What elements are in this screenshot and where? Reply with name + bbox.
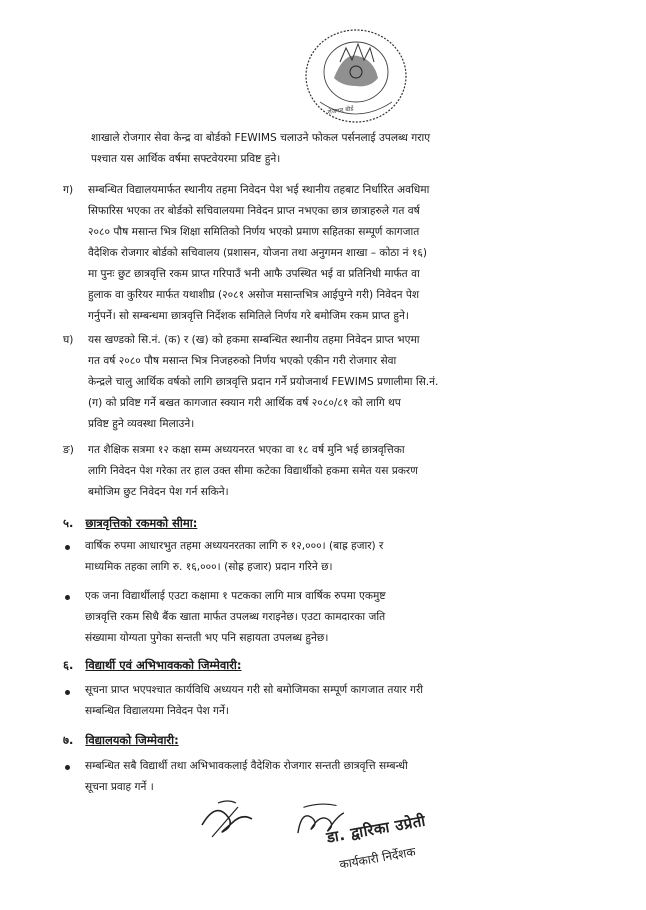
text-line: पश्चात यस आर्थिक वर्षमा सफ्टवेयरमा प्रविष्ट हुने। <box>91 153 281 165</box>
section-number: ७. <box>63 733 74 747</box>
clause-marker: ग) <box>63 184 74 196</box>
text-line: यस खण्डको सि.नं. (क) र (ख) को हकमा सम्बन्धित स्थानीय तहमा निवेदन प्राप्त भएमा <box>88 334 420 346</box>
bullet-item <box>85 536 559 578</box>
text-line: गत शैक्षिक सत्रमा १२ कक्षा सम्म अध्ययनरत भएका वा १८ वर्ष मुनि भई छात्रवृत्तिका <box>88 444 405 456</box>
clause-marker: ङ) <box>63 444 74 456</box>
intro-paragraph <box>91 128 553 170</box>
text-line: सम्बन्धित विद्यालयमा निवेदन पेश गर्ने। <box>85 705 229 717</box>
clause-marker: घ) <box>63 334 74 346</box>
bullet-icon <box>65 765 70 770</box>
text-line: सूचना प्रवाह गर्ने । <box>85 781 154 793</box>
signatory-name: डा. द्वारिका उप्रेती <box>325 811 427 847</box>
text-line: गत वर्ष २०८० पौष मसान्त भित्र निजहरुको निर्णय भएको एकीन गरी रोजगार सेवा <box>88 355 397 367</box>
text-line: शाखाले रोजगार सेवा केन्द्र वा बोर्डको FEWIMS चलाउने फोकल पर्सनलाई उपलब्ध गराए <box>91 132 431 144</box>
text-line: केन्द्रले चालु आर्थिक वर्षको लागि छात्रवृत्ति प्रदान गर्ने प्रयोजनार्थ FEWIMS प्रणालीमा सि.नं. <box>88 376 439 388</box>
section-heading <box>63 730 179 750</box>
text-line: (ग) को प्रविष्ट गर्ने बखत कागजात स्क्यान गरी आर्थिक वर्ष २०८०/८१ को लागि थप <box>88 397 401 409</box>
bullet-item <box>85 756 559 798</box>
section-title: छात्रवृत्तिको रकमको सीमा: <box>85 516 198 530</box>
text-line: २०८० पौष मसान्त भित्र शिक्षा समितिको निर्णय भएको प्रमाण सहितका सम्पूर्ण कागजात <box>88 226 420 238</box>
text-line: माध्यमिक तहका लागि रु. १६,०००। (सोह्र हजार) प्रदान गरिने छ। <box>85 561 333 573</box>
section-number: ५. <box>63 516 74 530</box>
bullet-item <box>85 680 559 722</box>
text-line: वार्षिक रुपमा आधारभुत तहमा अध्ययनरतका लागि रु १२,०००। (बाह्र हजार) र <box>85 540 384 552</box>
government-seal-icon <box>300 22 412 130</box>
svg-text:रोजगार बोर्ड: रोजगार बोर्ड <box>327 105 354 116</box>
text-line: छात्रवृत्ति रकम सिधै बैंक खाता मार्फत उपलब्ध गराइनेछ। एउटा कामदारका जति <box>85 611 386 623</box>
text-line: सम्बन्धित विद्यालयमार्फत स्थानीय तहमा निवेदन पेश भई स्थानीय तहबाट निर्धारित अवधिमा <box>88 184 430 196</box>
text-line: हुलाक वा कुरियर मार्फत यथाशीघ्र (२०८१ असोज मसान्तभित्र आईपुग्ने गरी) निवेदन पेश <box>88 289 420 301</box>
section-number: ६. <box>63 658 74 672</box>
text-line: बमोजिम छुट निवेदन पेश गर्न सकिने। <box>88 486 229 498</box>
text-line: प्रविष्ट हुने व्यवस्था मिलाउने। <box>88 418 195 430</box>
clause-ga <box>88 180 558 327</box>
text-line: वैदेशिक रोजगार बोर्डको सचिवालय (प्रशासन, योजना तथा अनुगमन शाखा – कोठा नं १६) <box>88 247 427 259</box>
bullet-icon <box>65 545 70 550</box>
section-heading <box>63 655 241 675</box>
clause-nga <box>88 440 558 503</box>
text-line: सूचना प्राप्त भएपश्चात कार्यविधि अध्ययन गरी सो बमोजिमका सम्पूर्ण कागजात तयार गरी <box>85 684 424 696</box>
bullet-icon <box>65 690 70 695</box>
bullet-item <box>85 586 559 649</box>
text-line: एक जना विद्यार्थीलाई एउटा कक्षामा १ पटकका लागि मात्र वार्षिक रुपमा एकमुष्ट <box>85 590 386 602</box>
section-heading <box>63 513 197 533</box>
text-line: संख्यामा योग्यता पुगेका सन्तती भए पनि सहायता उपलब्ध हुनेछ। <box>85 632 329 644</box>
text-line: सिफारिस भएका तर बोर्डको सचिवालयमा निवेदन प्राप्त नभएका छात्र छात्राहरुले गत वर्ष <box>88 205 420 217</box>
initial-signature-icon <box>198 795 258 845</box>
text-line: सम्बन्धित सबै विद्यार्थी तथा अभिभावकलाई वैदेशिक रोजगार सन्तती छात्रवृत्ति सम्बन्धी <box>85 760 408 772</box>
section-title: विद्यालयको जिम्मेवारी: <box>85 733 179 747</box>
text-line: मा पुनः छुट छात्रवृत्ति रकम प्राप्त गरिपाउँ भनी आफै उपस्थित भई वा प्रतिनिधी मार्फत वा <box>88 268 420 280</box>
text-line: लागि निवेदन पेश गरेका तर हाल उक्त सीमा कटेका विद्यार्थीको हकमा समेत यस प्रकरण <box>88 465 418 477</box>
section-title: विद्यार्थी एवं अभिभावकको जिम्मेवारी: <box>85 658 242 672</box>
text-line: गर्नुपर्ने। सो सम्बन्धमा छात्रवृत्ति निर्देशक समितिले निर्णय गरे बमोजिम रकम प्राप्त हुने। <box>88 310 409 322</box>
clause-gha <box>88 330 558 435</box>
signatory-title: कार्यकारी निर्देशक <box>338 844 417 872</box>
bullet-icon <box>65 595 70 600</box>
